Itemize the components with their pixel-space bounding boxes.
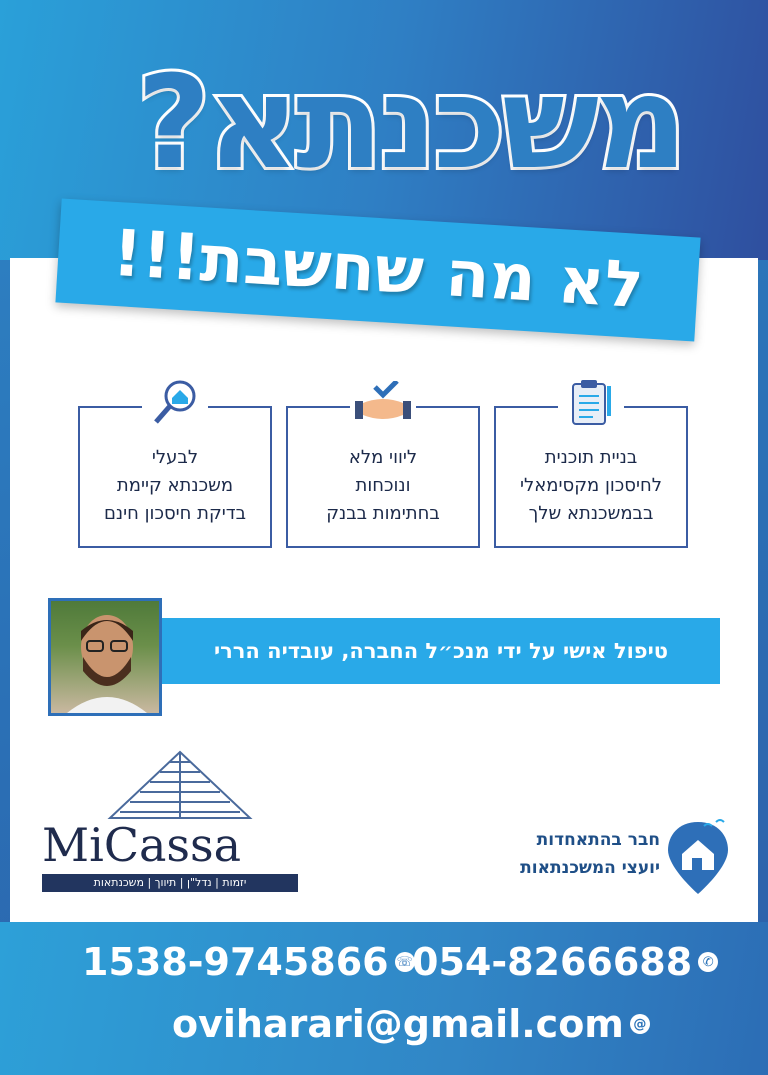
service-line: משכנתא קיימת xyxy=(116,475,234,496)
association-house-icon xyxy=(664,818,734,898)
service-line: ונוכחות xyxy=(355,475,411,496)
service-box-plan xyxy=(494,406,688,548)
headline-title: משכנתא? xyxy=(136,48,684,198)
service-box-accompany xyxy=(286,406,480,548)
service-line: בחתימות בבנק xyxy=(326,503,440,524)
micassa-building-logo xyxy=(100,748,260,822)
phone-1[interactable] xyxy=(82,940,415,984)
clipboard-icon xyxy=(558,378,624,428)
service-line: בדיקת חיסכון חינם xyxy=(103,503,247,524)
association-line: חבר בהתאחדות xyxy=(536,830,660,850)
ceo-photo xyxy=(48,598,162,716)
email[interactable] xyxy=(172,1002,650,1046)
phone-2-number[interactable]: 054-8266688 xyxy=(412,940,693,984)
service-line: בניית תוכנית xyxy=(544,447,638,468)
personal-service-ribbon xyxy=(162,618,720,684)
whatsapp-icon: ✆ xyxy=(698,952,718,972)
service-box-existing xyxy=(78,406,272,548)
association-text xyxy=(470,826,660,882)
service-line: בבמשכנתא שלך xyxy=(528,503,654,524)
micassa-tagline: יזמות | נדל"ן | תיווך | משכנתאות xyxy=(42,874,298,892)
association-line: יועצי המשכנתאות xyxy=(520,858,660,878)
handshake-icon xyxy=(350,378,416,428)
email-address[interactable]: oviharari@gmail.com xyxy=(172,1002,624,1046)
banner-text: לא מה שחשבת!!! xyxy=(110,216,646,324)
service-line: ליווי מלא xyxy=(348,447,418,468)
phone-2[interactable] xyxy=(412,940,718,984)
service-line: לחיסכון מקסימאלי xyxy=(520,475,662,496)
personal-service-text: טיפול אישי על ידי מנכ״ל החברה, עובדיה הררי xyxy=(213,639,669,663)
phone-1-number[interactable]: 1538-9745866 xyxy=(82,940,389,984)
micassa-logo-text: MiCassa xyxy=(42,818,242,872)
email-at-icon: @ xyxy=(630,1014,650,1034)
phone-icon: ☏ xyxy=(395,952,415,972)
search-house-icon xyxy=(142,378,208,428)
service-line: לבעלי xyxy=(151,447,199,468)
